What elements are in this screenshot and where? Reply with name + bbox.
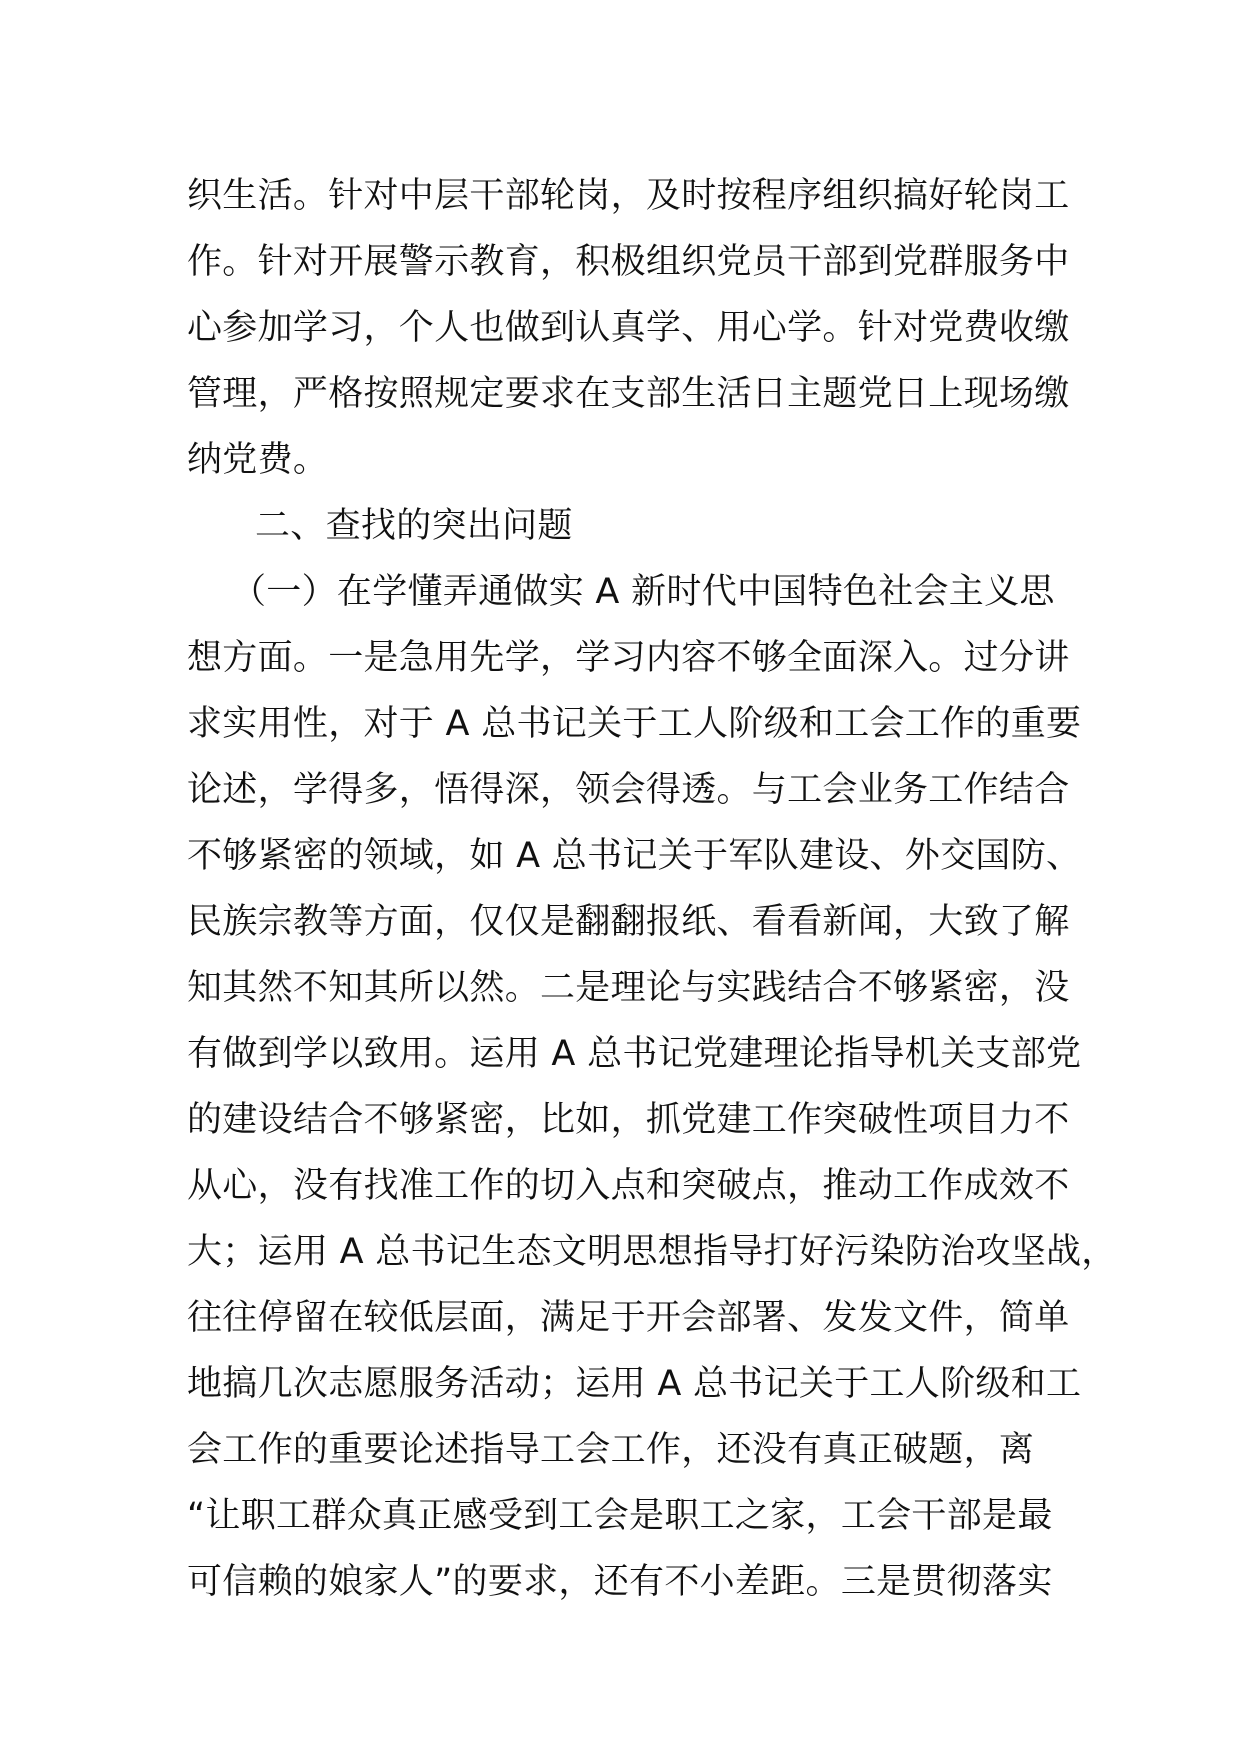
text-line: 纳党费。 xyxy=(187,440,329,480)
text-line: 知其然不知其所以然。二是理论与实践结合不够紧密，没 xyxy=(187,968,1070,1008)
body-text xyxy=(187,163,1117,1615)
text-line: 不够紧密的领域，如 A 总书记关于军队建设、外交国防、 xyxy=(187,836,1082,876)
text-line: 地搞几次志愿服务活动；运用 A 总书记关于工人阶级和工 xyxy=(187,1364,1082,1404)
text-line: 想方面。一是急用先学，学习内容不够全面深入。过分讲 xyxy=(187,638,1070,678)
text-line: 往往停留在较低层面，满足于开会部署、发发文件，简单 xyxy=(187,1298,1070,1338)
text-line: 作。针对开展警示教育，积极组织党员干部到党群服务中 xyxy=(187,242,1070,282)
section-heading: 二、查找的突出问题 xyxy=(255,506,573,546)
text-line: 管理，严格按照规定要求在支部生活日主题党日上现场缴 xyxy=(187,374,1070,414)
text-line: 民族宗教等方面，仅仅是翻翻报纸、看看新闻，大致了解 xyxy=(187,902,1070,942)
text-line: 大；运用 A 总书记生态文明思想指导打好污染防治攻坚战， xyxy=(187,1232,1117,1272)
text-line: “让职工群众真正感受到工会是职工之家，工会干部是最 xyxy=(187,1496,1053,1536)
text-line: 的建设结合不够紧密，比如，抓党建工作突破性项目力不 xyxy=(187,1100,1070,1140)
text-line: 会工作的重要论述指导工会工作，还没有真正破题，离 xyxy=(187,1430,1035,1470)
subsection-first-line: （一）在学懂弄通做实 A 新时代中国特色社会主义思 xyxy=(231,572,1055,612)
text-line: 求实用性，对于 A 总书记关于工人阶级和工会工作的重要 xyxy=(187,704,1082,744)
text-line: 从心，没有找准工作的切入点和突破点，推动工作成效不 xyxy=(187,1166,1070,1206)
text-line: 可信赖的娘家人”的要求，还有不小差距。三是贯彻落实 xyxy=(187,1562,1053,1602)
text-line: 论述，学得多，悟得深，领会得透。与工会业务工作结合 xyxy=(187,770,1070,810)
text-line: 有做到学以致用。运用 A 总书记党建理论指导机关支部党 xyxy=(187,1034,1082,1074)
text-line: 织生活。针对中层干部轮岗，及时按程序组织搞好轮岗工 xyxy=(187,176,1070,216)
text-line: 心参加学习，个人也做到认真学、用心学。针对党费收缴 xyxy=(187,308,1070,348)
